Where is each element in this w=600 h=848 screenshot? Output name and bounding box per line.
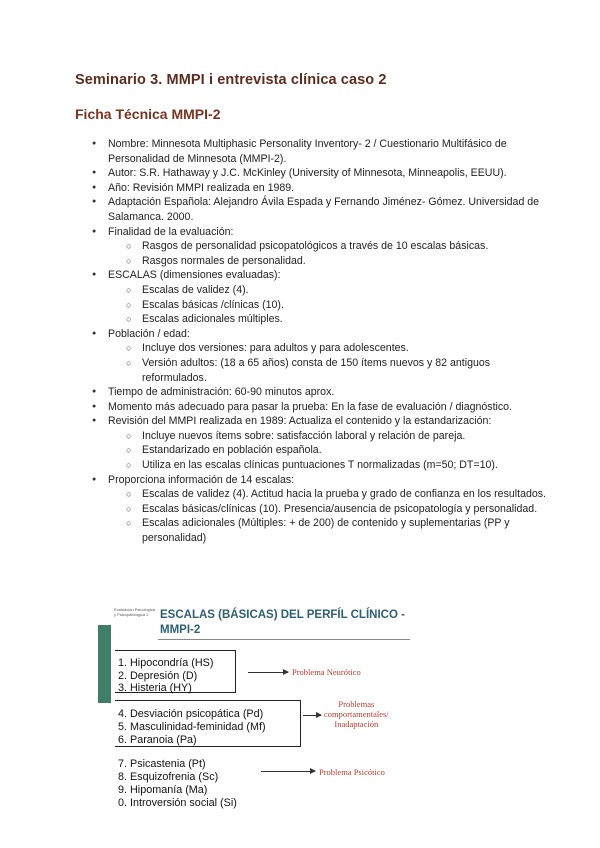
arrow-icon <box>303 715 321 716</box>
bullet-text: Nombre: Minnesota Multiphasic Personality Inventory- 2 / Cuestionario Multifásico de Personalidad de Minnesota (MMPI-2). <box>108 138 507 165</box>
bullet-item <box>108 166 548 181</box>
sub-bullet-item: ○ Escalas de validez (4). <box>142 283 548 298</box>
scale-item: 1. Hipocondría (HS) <box>118 657 214 669</box>
neurotic-label: Problema Neurótico <box>292 667 361 677</box>
bullet-item <box>108 181 548 196</box>
bullet-text: Tiempo de administración: 60-90 minutos aprox. <box>108 386 335 399</box>
sub-bullet-item: ○ Versión adultos: (18 a 65 años) consta de 150 ítems nuevos y 82 antiguos reformulados. <box>142 356 548 385</box>
clinical-scales-figure <box>98 605 428 820</box>
sub-bullet-item: ○ Escalas básicas /clínicas (10). <box>142 298 548 313</box>
scale-item: 8. Esquizofrenia (Sc) <box>118 771 219 783</box>
figure-heading-line-2: MMPI-2 <box>160 624 201 636</box>
bullet-text: Finalidad de la evaluación: <box>108 225 234 238</box>
sub-bullet-item: ○ Escalas de validez (4). Actitud hacia la prueba y grado de confianza en los resultados. <box>142 487 548 502</box>
figure-caption: Evaluación Psicológica y Psicopatológica 2 <box>114 607 155 617</box>
bullet-text: Momento más adecuado para pasar la prueba: En la fase de evaluación / diagnóstico. <box>108 400 512 413</box>
sub-bullet-item: ○ Rasgos normales de personalidad. <box>142 254 548 269</box>
scale-item: 7. Psicastenia (Pt) <box>118 758 206 770</box>
behavioral-label <box>324 699 389 729</box>
bullet-item <box>108 268 548 326</box>
behavioral-label-line: Problemas <box>338 699 375 709</box>
sub-list <box>108 283 548 327</box>
sub-bullet-item: ○ Utiliza en las escalas clínicas puntuaciones T normalizadas (m=50; DT=10). <box>142 458 548 473</box>
figure-divider <box>158 639 410 640</box>
psychotic-label: Problema Psicótico <box>319 767 385 777</box>
bullet-text: Revisión del MMPI realizada en 1989: Actualiza el contenido y la estandarización: <box>108 415 492 428</box>
bullet-item <box>108 137 548 166</box>
bullet-item <box>108 195 548 224</box>
sub-list <box>108 341 548 385</box>
sub-list <box>108 429 548 473</box>
bullet-text: Población / edad: <box>108 327 190 340</box>
sub-bullet-item: ○ Incluye nuevos ítems sobre: satisfacción laboral y relación de pareja. <box>142 429 548 444</box>
bullet-text: Adaptación Española: Alejandro Ávila Espada y Fernando Jiménez- Gómez. Universidad de Salamanca. 2000. <box>108 196 540 223</box>
arrow-icon <box>248 672 288 673</box>
scale-item: 9. Hipomanía (Ma) <box>118 784 208 796</box>
bullet-text: Proporciona información de 14 escalas: <box>108 473 295 486</box>
bullet-text: ESCALAS (dimensiones evaluadas): <box>108 269 281 282</box>
sub-bullet-item: ○ Incluye dos versiones: para adultos y para adolescentes. <box>142 341 548 356</box>
scale-item: 4. Desviación psicopática (Pd) <box>118 708 264 720</box>
figure-accent-bar <box>98 625 111 703</box>
sub-list <box>108 239 548 268</box>
figure-heading-line-1: ESCALAS (BÁSICAS) DEL PERFÍL CLÍNICO - <box>160 609 405 621</box>
bullet-item <box>108 473 548 546</box>
scale-item: 6. Paranoia (Pa) <box>118 734 197 746</box>
bullet-text: Año: Revisión MMPI realizada en 1989. <box>108 181 295 194</box>
scale-item: 3. Histeria (HY) <box>118 682 192 694</box>
bullet-item <box>108 385 548 400</box>
bullet-item <box>108 400 548 415</box>
technical-sheet-list <box>90 137 548 546</box>
bullet-item <box>108 327 548 385</box>
behavioral-label-line: Inadaptación <box>334 719 379 729</box>
scale-item: 5. Masculinidad-feminidad (Mf) <box>118 721 266 733</box>
sub-bullet-item: ○ Escalas adicionales (Múltiples: + de 200) de contenido y suplementarias (PP y personalidad) <box>142 516 548 545</box>
sub-bullet-item: ○ Escalas básicas/clínicas (10). Presencia/ausencia de psicopatología y personalidad. <box>142 502 548 517</box>
scale-item: 2. Depresión (D) <box>118 670 198 682</box>
page-title: Seminario 3. MMPI i entrevista clínica caso 2 <box>75 72 387 88</box>
behavioral-label-line: comportamentales/ <box>324 709 389 719</box>
sub-bullet-item: ○ Estandarizado en población española. <box>142 443 548 458</box>
sub-list <box>108 487 548 545</box>
section-heading: Ficha Técnica MMPI-2 <box>75 106 221 122</box>
bullet-item <box>108 414 548 472</box>
sub-bullet-item: ○ Escalas adicionales múltiples. <box>142 312 548 327</box>
sub-bullet-item: ○ Rasgos de personalidad psicopatológicos a través de 10 escalas básicas. <box>142 239 548 254</box>
bullet-text: Autor: S.R. Hathaway y J.C. McKinley (University of Minnesota, Minneapolis, EEUU). <box>108 167 507 180</box>
arrow-icon <box>261 771 315 772</box>
figure-heading <box>160 608 405 638</box>
scale-item: 0. Introversión social (Si) <box>118 797 237 809</box>
bullet-item <box>108 225 548 269</box>
